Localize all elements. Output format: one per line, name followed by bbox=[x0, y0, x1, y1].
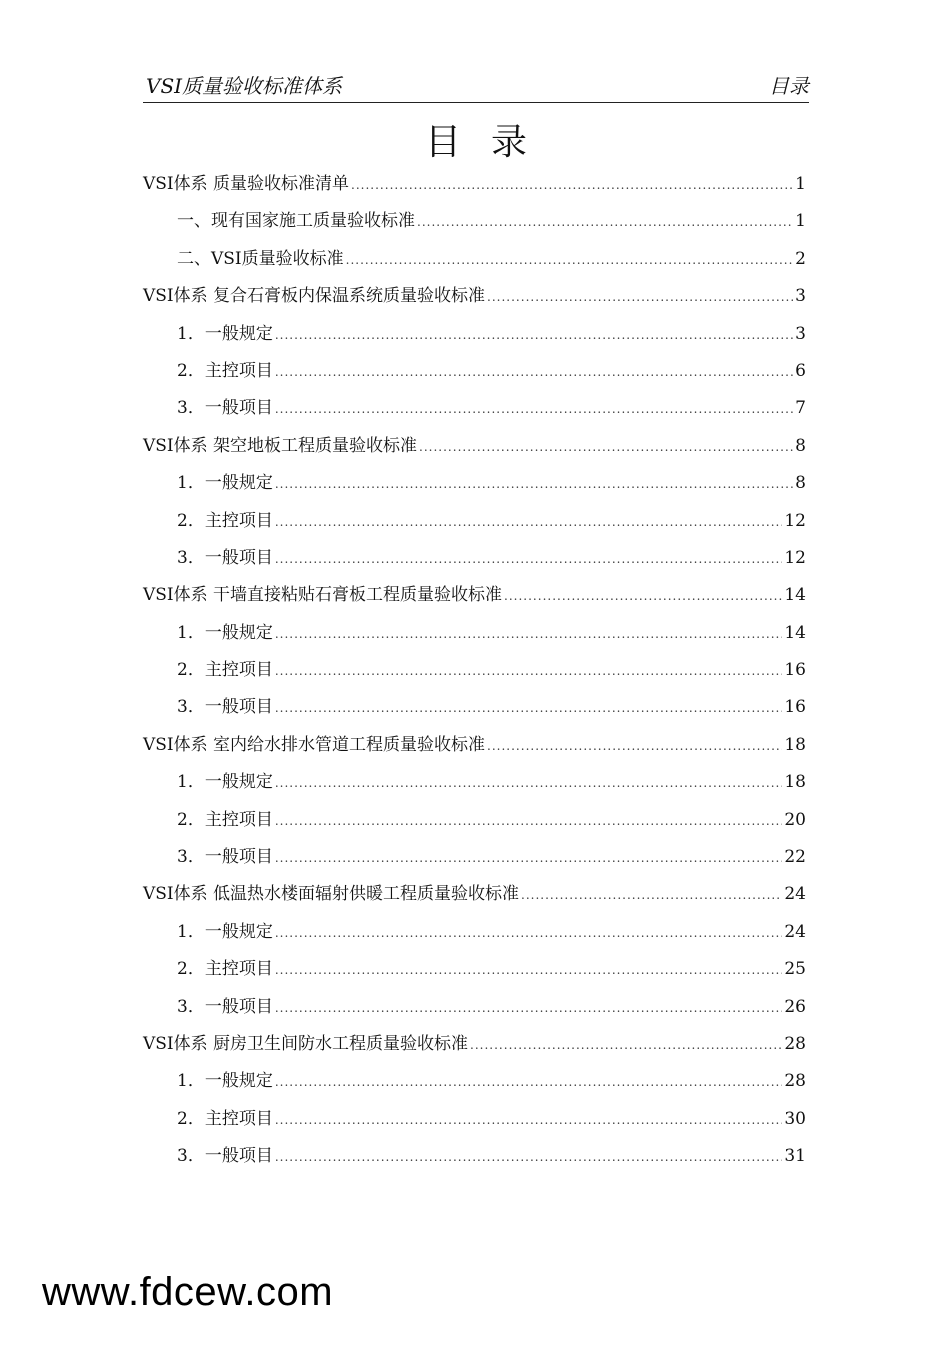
toc-page-number: 28 bbox=[784, 1071, 806, 1092]
toc-entry-title: 3．一般项目 bbox=[177, 697, 273, 718]
toc-section-entry[interactable] bbox=[143, 839, 806, 876]
toc-page-number: 8 bbox=[795, 435, 806, 456]
toc-entry-title: 1．一般规定 bbox=[177, 622, 273, 643]
toc-entry-title: 2．主控项目 bbox=[177, 660, 273, 681]
header-section-label: 目录 bbox=[769, 74, 809, 98]
toc-chapter-entry[interactable] bbox=[143, 278, 806, 315]
toc-leader-dots bbox=[521, 877, 782, 914]
toc-entry-title: VSI体系 厨房卫生间防水工程质量验收标准 bbox=[143, 1033, 469, 1054]
page-title: 目录 bbox=[424, 122, 557, 163]
toc-entry-title: 二、VSI质量验收标准 bbox=[177, 248, 344, 269]
toc-page-number: 25 bbox=[784, 959, 806, 980]
toc-page-number: 2 bbox=[795, 248, 806, 269]
toc-leader-dots bbox=[275, 840, 783, 877]
toc-chapter-entry[interactable] bbox=[143, 727, 806, 764]
toc-page-number: 20 bbox=[784, 809, 806, 830]
toc-leader-dots bbox=[275, 915, 783, 952]
toc-page-number: 16 bbox=[784, 660, 806, 681]
toc-page-number: 12 bbox=[784, 547, 806, 568]
toc-section-entry[interactable] bbox=[143, 203, 806, 240]
toc-leader-dots bbox=[275, 1102, 783, 1139]
toc-section-entry[interactable] bbox=[143, 951, 806, 988]
toc-page-number: 22 bbox=[784, 847, 806, 868]
watermark-url: www.fdcew.com bbox=[42, 1270, 334, 1314]
toc-leader-dots bbox=[419, 429, 793, 466]
header-document-title: VSI质量验收标准体系 bbox=[146, 74, 343, 98]
toc-page-number: 3 bbox=[795, 323, 806, 344]
toc-leader-dots bbox=[275, 690, 783, 727]
toc-page-number: 3 bbox=[795, 286, 806, 307]
toc-entry-title: VSI体系 低温热水楼面辐射供暖工程质量验收标准 bbox=[143, 884, 520, 905]
toc-entry-title: 2．主控项目 bbox=[177, 1108, 273, 1129]
toc-page-number: 14 bbox=[784, 622, 806, 643]
toc-entry-title: 2．主控项目 bbox=[177, 809, 273, 830]
toc-page-number: 31 bbox=[784, 1146, 806, 1167]
toc-entry-title: 3．一般项目 bbox=[177, 398, 273, 419]
toc-section-entry[interactable] bbox=[143, 1063, 806, 1100]
toc-section-entry[interactable] bbox=[143, 1138, 806, 1175]
toc-section-entry[interactable] bbox=[143, 615, 806, 652]
toc-section-entry[interactable] bbox=[143, 353, 806, 390]
toc-leader-dots bbox=[275, 765, 783, 802]
toc-entry-title: VSI体系 质量验收标准清单 bbox=[143, 174, 350, 194]
toc-page-number: 1 bbox=[795, 174, 806, 194]
toc-entry-title: 2．主控项目 bbox=[177, 360, 273, 381]
toc-leader-dots bbox=[504, 578, 782, 615]
toc-leader-dots bbox=[275, 653, 783, 690]
toc-section-entry[interactable] bbox=[143, 1101, 806, 1138]
toc-section-entry[interactable] bbox=[143, 503, 806, 540]
toc-section-entry[interactable] bbox=[143, 914, 806, 951]
toc-page-number: 7 bbox=[795, 398, 806, 419]
page-header bbox=[143, 68, 809, 103]
toc-leader-dots bbox=[275, 616, 783, 653]
toc-entry-title: VSI体系 室内给水排水管道工程质量验收标准 bbox=[143, 734, 486, 755]
toc-page-number: 26 bbox=[784, 996, 806, 1017]
toc-leader-dots bbox=[417, 204, 793, 241]
toc-page-number: 8 bbox=[795, 473, 806, 494]
toc-leader-dots bbox=[275, 466, 793, 503]
toc-section-entry[interactable] bbox=[143, 989, 806, 1026]
toc-entry-title: 3．一般项目 bbox=[177, 996, 273, 1017]
toc-leader-dots bbox=[275, 1139, 783, 1176]
toc-entry-title: 1．一般规定 bbox=[177, 921, 273, 942]
toc-leader-dots bbox=[351, 167, 793, 204]
toc-entry-title: 3．一般项目 bbox=[177, 547, 273, 568]
toc-leader-dots bbox=[487, 279, 793, 316]
toc-chapter-entry[interactable] bbox=[143, 166, 806, 203]
toc-leader-dots bbox=[275, 541, 783, 578]
toc-entry-title: 3．一般项目 bbox=[177, 1146, 273, 1167]
toc-leader-dots bbox=[275, 952, 783, 989]
toc-page-number: 18 bbox=[784, 734, 806, 755]
toc-page-number: 6 bbox=[795, 360, 806, 381]
toc-page-number: 16 bbox=[784, 697, 806, 718]
table-of-contents bbox=[143, 166, 806, 1176]
toc-entry-title: VSI体系 复合石膏板内保温系统质量验收标准 bbox=[143, 286, 486, 307]
toc-entry-title: 1．一般规定 bbox=[177, 473, 273, 494]
toc-leader-dots bbox=[275, 317, 793, 354]
toc-chapter-entry[interactable] bbox=[143, 577, 806, 614]
toc-leader-dots bbox=[470, 1027, 782, 1064]
toc-leader-dots bbox=[275, 803, 783, 840]
toc-leader-dots bbox=[487, 728, 782, 765]
toc-page-number: 30 bbox=[784, 1108, 806, 1129]
toc-entry-title: 1．一般规定 bbox=[177, 772, 273, 793]
toc-entry-title: VSI体系 架空地板工程质量验收标准 bbox=[143, 435, 418, 456]
toc-section-entry[interactable] bbox=[143, 316, 806, 353]
toc-entry-title: 1．一般规定 bbox=[177, 1071, 273, 1092]
toc-entry-title: 1．一般规定 bbox=[177, 323, 273, 344]
toc-section-entry[interactable] bbox=[143, 764, 806, 801]
toc-section-entry[interactable] bbox=[143, 652, 806, 689]
toc-entry-title: 3．一般项目 bbox=[177, 847, 273, 868]
toc-page-number: 28 bbox=[784, 1033, 806, 1054]
toc-leader-dots bbox=[346, 242, 794, 279]
toc-chapter-entry[interactable] bbox=[143, 1026, 806, 1063]
toc-chapter-entry[interactable] bbox=[143, 876, 806, 913]
toc-leader-dots bbox=[275, 990, 783, 1027]
toc-page-number: 24 bbox=[784, 884, 806, 905]
toc-entry-title: 一、现有国家施工质量验收标准 bbox=[177, 211, 415, 232]
toc-section-entry[interactable] bbox=[143, 540, 806, 577]
toc-leader-dots bbox=[275, 1064, 783, 1101]
toc-page-number: 24 bbox=[784, 921, 806, 942]
toc-page-number: 12 bbox=[784, 510, 806, 531]
toc-section-entry[interactable] bbox=[143, 802, 806, 839]
toc-chapter-entry[interactable] bbox=[143, 428, 806, 465]
toc-page-number: 18 bbox=[784, 772, 806, 793]
toc-section-entry[interactable] bbox=[143, 390, 806, 427]
toc-leader-dots bbox=[275, 354, 793, 391]
toc-section-entry[interactable] bbox=[143, 241, 806, 278]
toc-leader-dots bbox=[275, 504, 783, 541]
toc-leader-dots bbox=[275, 391, 793, 428]
toc-entry-title: 2．主控项目 bbox=[177, 959, 273, 980]
toc-section-entry[interactable] bbox=[143, 689, 806, 726]
toc-entry-title: 2．主控项目 bbox=[177, 510, 273, 531]
toc-page-number: 14 bbox=[784, 585, 806, 606]
toc-entry-title: VSI体系 干墙直接粘贴石膏板工程质量验收标准 bbox=[143, 585, 503, 606]
toc-page-number: 1 bbox=[795, 211, 806, 232]
toc-section-entry[interactable] bbox=[143, 465, 806, 502]
